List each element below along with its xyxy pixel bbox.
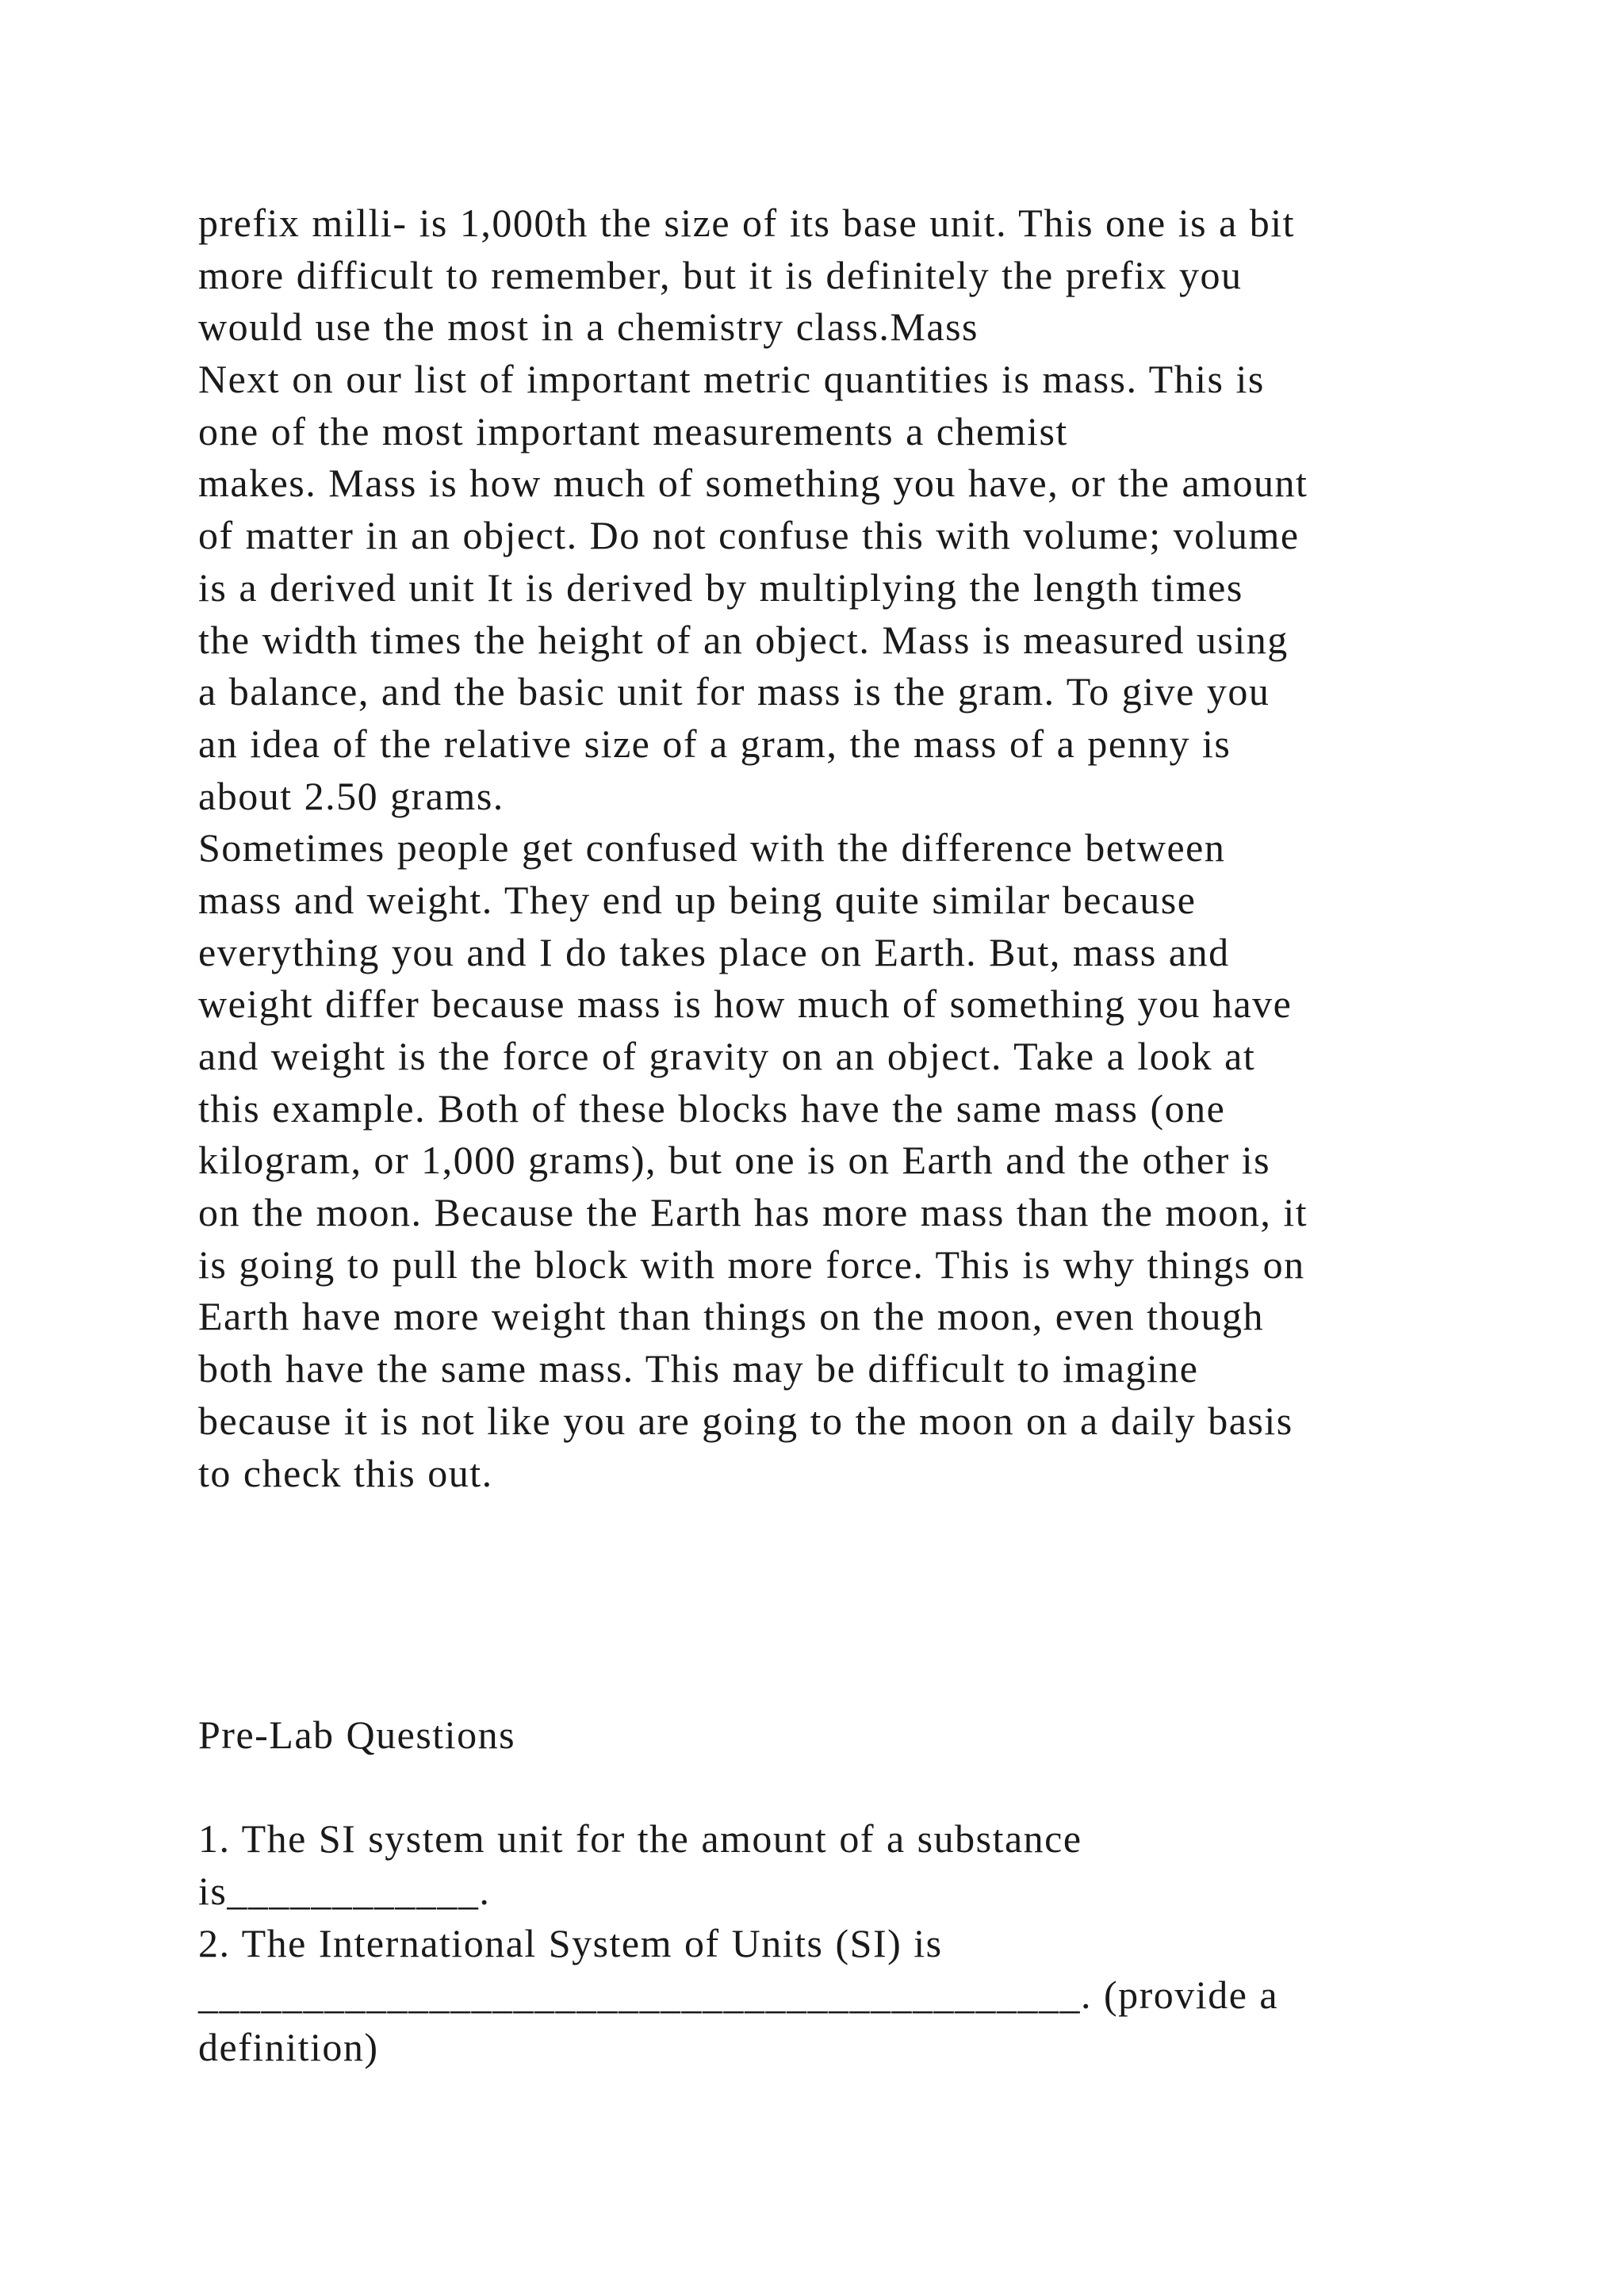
question-line: 1. The SI system unit for the amount of a substance	[198, 1816, 1082, 1862]
prelab-questions-section	[198, 1709, 1515, 2074]
text-line: this example. Both of these blocks have the same mass (one	[198, 1085, 1226, 1131]
text-line: a balance, and the basic unit for mass is the gram. To give you	[198, 669, 1270, 714]
body-text	[198, 197, 1515, 1499]
question-line: is____________.	[198, 1869, 491, 1914]
text-line: more difficult to remember, but it is definitely the prefix you	[198, 252, 1243, 297]
text-line: is a derived unit It is derived by multiplying the length times	[198, 564, 1243, 610]
text-line: Earth have more weight than things on the moon, even though	[198, 1294, 1265, 1339]
text-line: would use the most in a chemistry class.Mass	[198, 304, 979, 350]
text-line: because it is not like you are going to the moon on a daily basis	[198, 1398, 1293, 1443]
text-line: kilogram, or 1,000 grams), but one is on Earth and the other is	[198, 1138, 1271, 1183]
section-heading: Pre-Lab Questions	[198, 1712, 516, 1757]
text-line: and weight is the force of gravity on an object. Take a look at	[198, 1034, 1256, 1078]
text-line: an idea of the relative size of a gram, the mass of a penny is	[198, 721, 1231, 766]
text-line: on the moon. Because the Earth has more mass than the moon, it	[198, 1190, 1308, 1235]
text-line: makes. Mass is how much of something you have, or the amount	[198, 461, 1308, 506]
text-line: prefix milli- is 1,000th the size of its base unit. This one is a bit	[198, 201, 1296, 245]
text-line: about 2.50 grams.	[198, 773, 504, 818]
question-line: 2. The International System of Units (SI) is	[198, 1920, 943, 1965]
text-line: mass and weight. They end up being quite similar because	[198, 877, 1197, 922]
text-line: to check this out.	[198, 1450, 493, 1495]
text-line: both have the same mass. This may be difficult to imagine	[198, 1346, 1199, 1391]
text-line: Next on our list of important metric quantities is mass. This is	[198, 357, 1265, 402]
text-line: is going to pull the block with more force. This is why things on	[198, 1242, 1305, 1287]
text-line: the width times the height of an object. Mass is measured using	[198, 617, 1289, 662]
text-line: of matter in an object. Do not confuse this with volume; volume	[198, 513, 1300, 558]
question-line: __________________________________________. (provide a	[198, 1973, 1279, 2018]
text-line: Sometimes people get confused with the difference between	[198, 825, 1226, 871]
text-line: one of the most important measurements a chemist	[198, 408, 1068, 453]
blank-line	[198, 1762, 1515, 1814]
question-line: definition)	[198, 2025, 379, 2070]
text-line: weight differ because mass is how much of something you have	[198, 982, 1293, 1027]
text-line: everything you and I do takes place on Earth. But, mass and	[198, 929, 1230, 974]
